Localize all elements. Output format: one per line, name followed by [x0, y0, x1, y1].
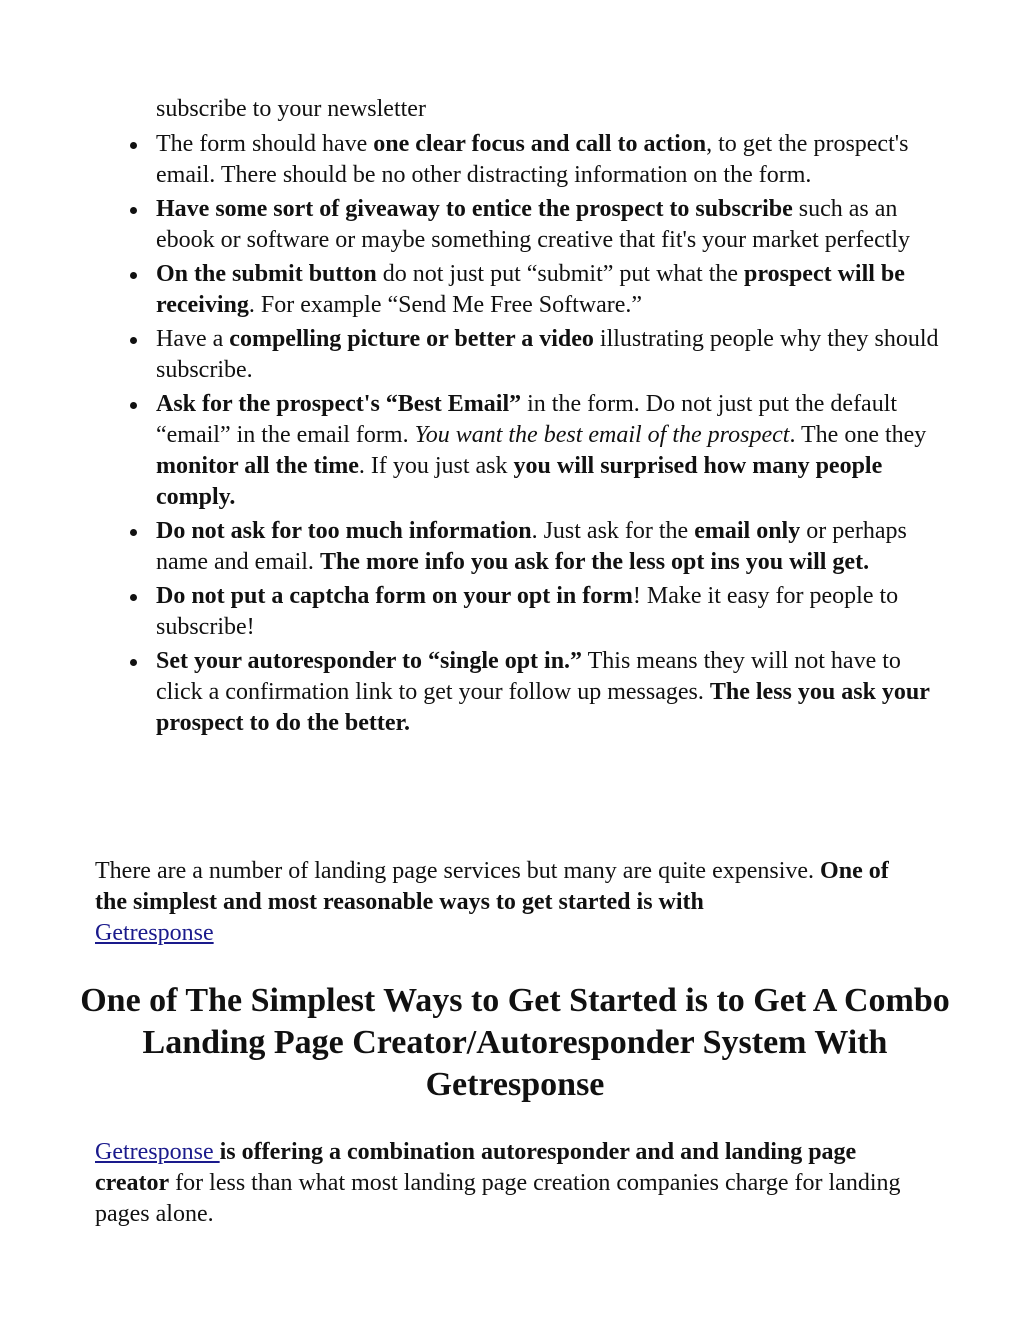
text-run: do not just put “submit” put what the — [376, 261, 745, 287]
text-run: or perhaps name and email. — [156, 518, 907, 575]
text-run: in the form. Do not just put the default “email” in the email form. — [156, 391, 898, 448]
text-run: for less than what most landing page creation companies charge for landing pages alone. — [95, 1170, 901, 1227]
getresponse-paragraph — [95, 1137, 935, 1230]
italic-text-run: You want the best email of the prospect — [414, 422, 790, 448]
bold-text-run: you will surprised how many people comply. — [156, 453, 883, 510]
text-run: ! Make it easy for people to subscribe! — [156, 583, 899, 640]
bold-text-run: prospect will be receiving — [156, 261, 905, 318]
list-item — [156, 129, 946, 191]
list-item — [156, 581, 946, 643]
getresponse-link[interactable]: Getresponse — [95, 1139, 220, 1165]
getresponse-link[interactable]: Getresponse — [95, 920, 214, 946]
bold-text-run: monitor all the time — [156, 453, 359, 479]
section-heading: One of The Simplest Ways to Get Started is to Get A Combo Landing Page Creator/Autoresponder System With Getresponse — [80, 982, 950, 1103]
list-item — [156, 389, 946, 513]
text-run: There are a number of landing page services but many are quite expensive. — [95, 858, 821, 884]
bold-text-run: Do not ask for too much information — [156, 518, 532, 544]
bold-text-run: is offering a combination autoresponder and and landing page creator — [95, 1139, 857, 1196]
bold-text-run: Do not put a captcha form on your opt in form — [156, 583, 633, 609]
list-item — [156, 259, 946, 321]
bold-text-run: email only — [694, 518, 801, 544]
bold-text-run: On the submit button — [156, 261, 377, 287]
intro-paragraph — [95, 856, 925, 949]
text-run: The form should have — [156, 131, 374, 157]
tips-bullet-list — [156, 129, 946, 742]
text-run: This means they will not have to click a confirmation link to get your follow up messages. — [156, 648, 901, 705]
bold-text-run: The less you ask your prospect to do the better. — [156, 679, 930, 736]
list-item — [156, 324, 946, 386]
bold-text-run: one clear focus and call to action — [373, 131, 707, 157]
bold-text-run: compelling picture or better a video — [229, 326, 594, 352]
text-run: . If you just ask — [358, 453, 514, 479]
bold-text-run: Have some sort of giveaway to entice the prospect to subscribe — [156, 196, 793, 222]
text-run: . For example “Send Me Free Software.” — [248, 292, 643, 318]
text-run: , to get the prospect's email. There should be no other distracting information on the form. — [156, 131, 909, 188]
continued-bullet-text: subscribe to your newsletter — [156, 96, 426, 122]
text-run: Have a — [156, 326, 230, 352]
text-run: . The one they — [789, 422, 927, 448]
bold-text-run: Ask for the prospect's “Best Email” — [156, 391, 522, 417]
bold-text-run: Set your autoresponder to “single opt in.” — [156, 648, 583, 674]
text-run: such as an ebook or software or maybe something creative that fit's your market perfectly — [156, 196, 911, 253]
text-run: illustrating people why they should subscribe. — [156, 326, 939, 383]
bold-text-run: One of the simplest and most reasonable ways to get started is with — [95, 858, 889, 915]
list-item — [156, 646, 946, 739]
list-item — [156, 516, 946, 578]
bold-text-run: The more info you ask for the less opt ins you will get. — [319, 549, 870, 575]
list-item — [156, 194, 946, 256]
text-run: . Just ask for the — [531, 518, 695, 544]
